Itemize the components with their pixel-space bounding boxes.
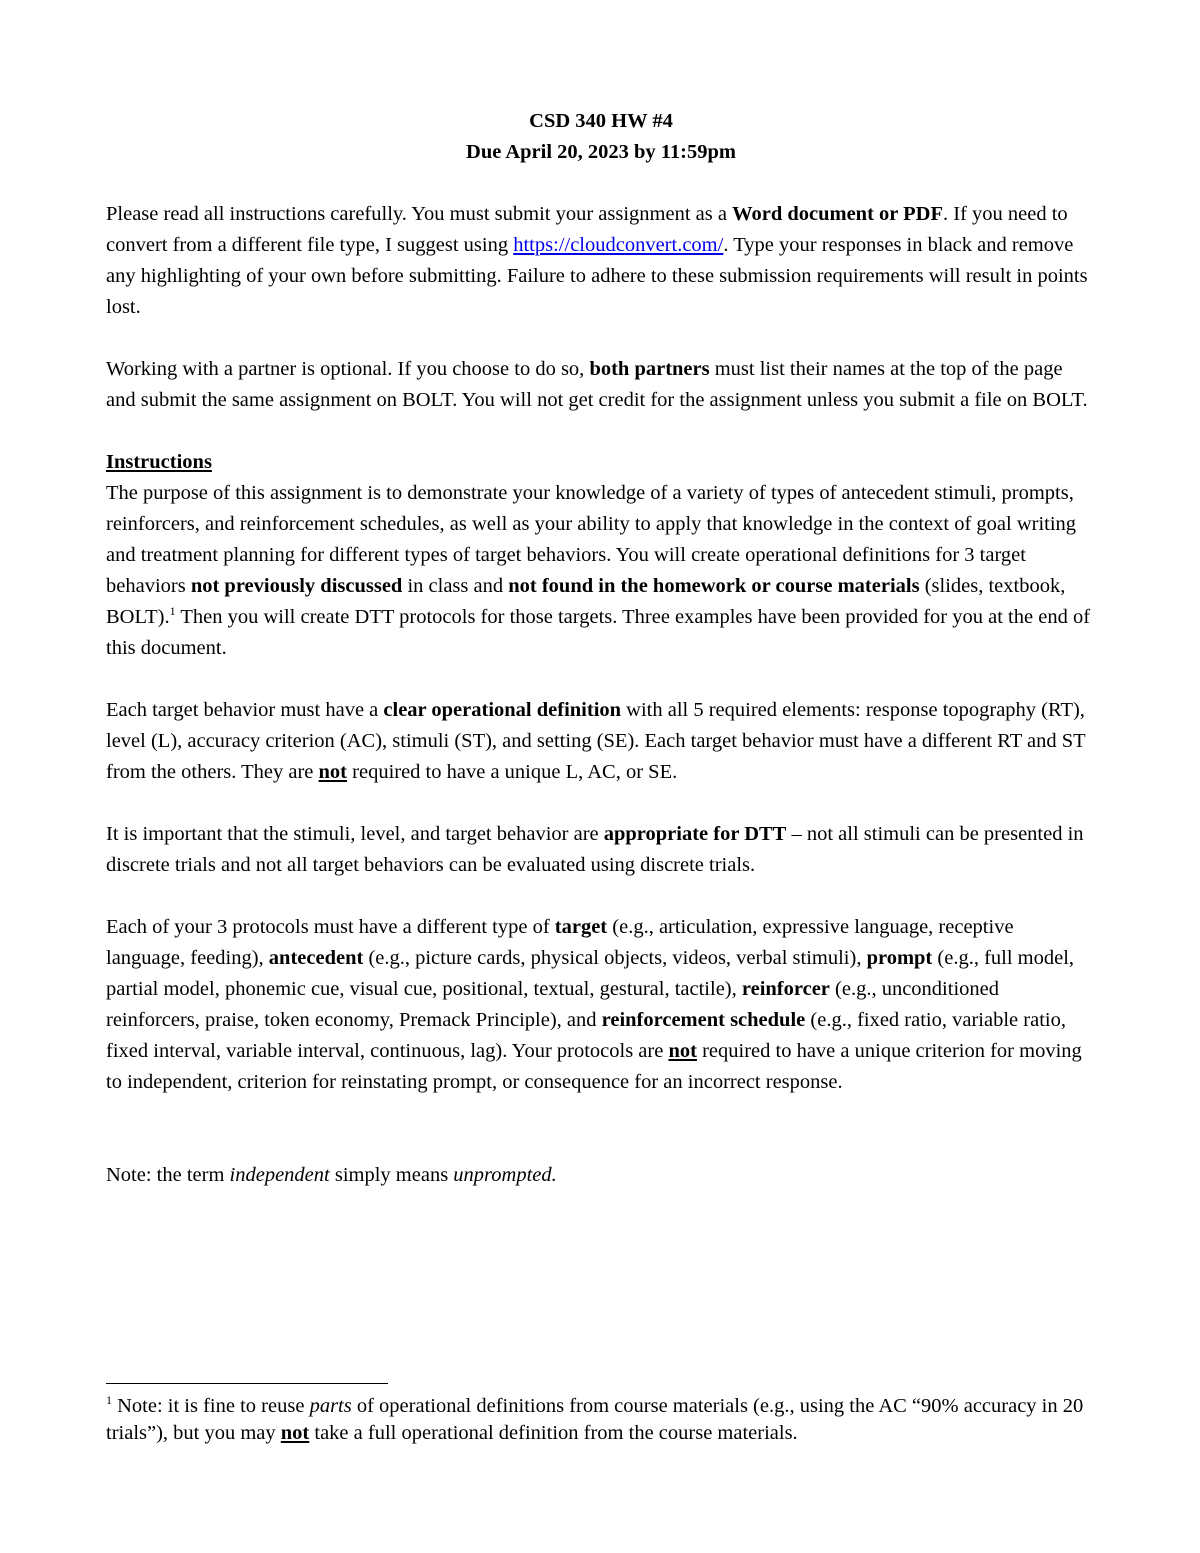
text-run: Please read all instructions carefully. You must submit your assignment as a <box>106 203 733 225</box>
bold-run: clear operational definition <box>383 699 622 721</box>
bold-run: reinforcement schedule <box>601 1009 806 1031</box>
cloudconvert-link[interactable]: https://cloudconvert.com/ <box>513 234 724 256</box>
text-run: Each target behavior must have a <box>106 699 384 721</box>
text-run: Working with a partner is optional. If you choose to do so, <box>106 358 590 380</box>
text-run: – not all stimuli can be presented in discrete trials and not all target behaviors can be evaluated using discrete trials. <box>106 823 1084 876</box>
text-run: The purpose of this assignment is to demonstrate your knowledge of a variety of types of antecedent stimuli, prompts, reinforcers, and reinforcement schedules, as well as your ability to apply that knowledge in the context of goal writing and treatment planning for different types of target behaviors. You will create operational definitions for 3 target behaviors <box>106 482 1077 597</box>
text-run: Note: it is fine to reuse <box>112 1395 310 1417</box>
text-run: . Type your responses in black and remove any highlighting of your own before submitting. Failure to adhere to these submission requirements will result in points lost. <box>106 234 1088 318</box>
due-date: Due April 20, 2023 by 11:59pm <box>466 141 736 163</box>
instructions-paragraph <box>106 478 1096 664</box>
text-run: required to have a unique L, AC, or SE. <box>347 761 678 783</box>
underlined-bold-run: not <box>668 1040 697 1062</box>
footnote-separator <box>106 1383 388 1384</box>
bold-run: both partners <box>589 358 710 380</box>
bold-run: appropriate for DTT <box>603 823 787 845</box>
text-run: (e.g., full model, partial model, phonemic cue, visual cue, positional, textual, gestural, tactile), <box>106 947 1075 1000</box>
italic-run: parts <box>309 1395 352 1417</box>
text-run: must list their names at the top of the page and submit the same assignment on BOLT. You will not get credit for the assignment unless you submit a file on BOLT. <box>106 358 1088 411</box>
italic-run: independent <box>229 1164 330 1186</box>
bold-run: not found in the homework or course materials <box>508 575 920 597</box>
footnote-reference: 1 <box>169 604 176 619</box>
text-run: Then you will create DTT protocols for those targets. Three examples have been provided for you at the end of this document. <box>106 606 1091 659</box>
text-run: (e.g., unconditioned reinforcers, praise, token economy, Premack Principle), and <box>106 978 999 1031</box>
operational-definition-paragraph <box>106 695 1096 788</box>
partner-paragraph <box>106 354 1096 416</box>
protocols-paragraph <box>106 912 1096 1098</box>
text-run: take a full operational definition from the course materials. <box>309 1422 798 1444</box>
footnote-mark: 1 <box>106 1393 112 1408</box>
document-title: CSD 340 HW #4 <box>529 110 673 132</box>
italic-run: unprompted. <box>453 1164 557 1186</box>
instructions-heading: Instructions <box>106 451 212 473</box>
text-run: simply means <box>329 1164 454 1186</box>
text-run: required to have a unique criterion for moving to independent, criterion for reinstating prompt, or consequence for an incorrect response. <box>106 1040 1082 1093</box>
text-run: (e.g., picture cards, physical objects, videos, verbal stimuli), <box>363 947 867 969</box>
text-run: of operational definitions from course materials (e.g., using the AC “90% accuracy in 20 trials”), but you may <box>106 1395 1084 1444</box>
underlined-bold-run: not <box>280 1422 310 1444</box>
text-run: It is important that the stimuli, level, and target behavior are <box>106 823 604 845</box>
bold-run: prompt <box>866 947 933 969</box>
bold-run: Word document or PDF <box>732 203 943 225</box>
text-run: in class and <box>402 575 509 597</box>
text-run: . If you need to convert from a different file type, I suggest using <box>106 203 1068 256</box>
bold-run: not previously discussed <box>190 575 403 597</box>
bold-run: reinforcer <box>741 978 830 1000</box>
text-run: (slides, textbook, BOLT). <box>106 575 1066 628</box>
text-run: (e.g., articulation, expressive language, receptive language, feeding), <box>106 916 1014 969</box>
document-page <box>106 106 1096 1191</box>
note-paragraph <box>106 1160 1096 1191</box>
bold-run: antecedent <box>268 947 364 969</box>
footnote <box>106 1393 1096 1447</box>
submission-paragraph <box>106 199 1096 323</box>
text-run: (e.g., fixed ratio, variable ratio, fixed interval, variable interval, continuous, lag). Your protocols are <box>106 1009 1066 1062</box>
underlined-bold-run: not <box>318 761 348 783</box>
text-run: Note: the term <box>106 1164 230 1186</box>
dtt-paragraph <box>106 819 1096 881</box>
bold-run: target <box>554 916 608 938</box>
text-run: Each of your 3 protocols must have a different type of <box>106 916 555 938</box>
text-run: with all 5 required elements: response topography (RT), level (L), accuracy criterion (AC), stimuli (ST), and setting (SE). Each target behavior must have a different RT and ST from the others. They are <box>106 699 1086 783</box>
